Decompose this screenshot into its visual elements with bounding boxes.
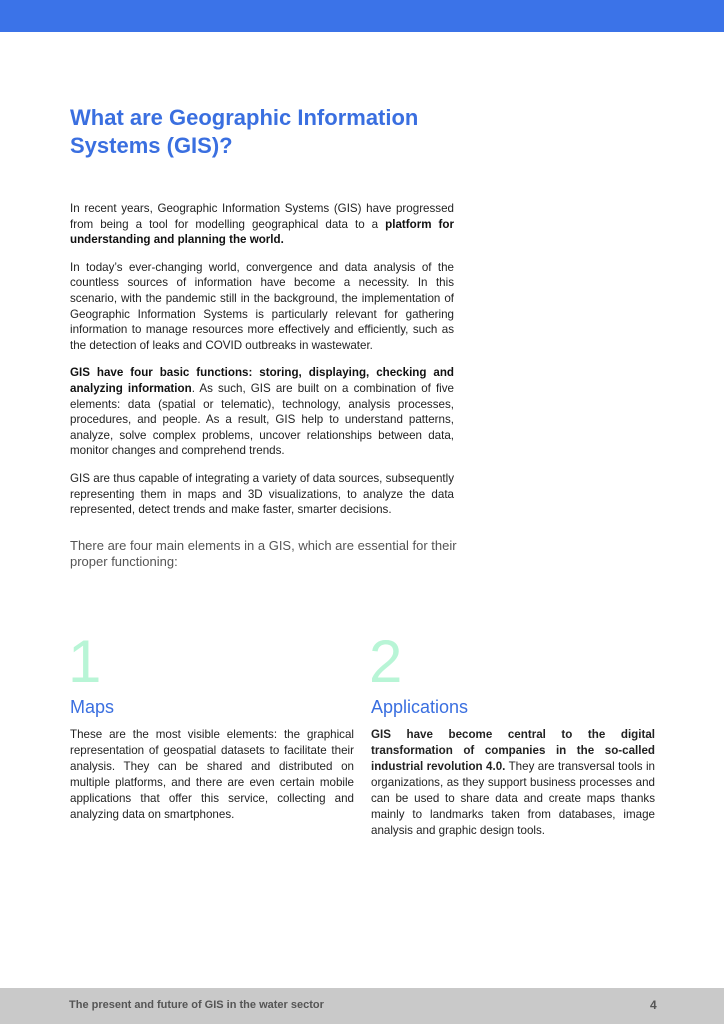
footer [0,988,724,1024]
element-text-applications [371,727,655,839]
text: These are the most visible elements: the graphical representation of geospatial datasets to facilitate their analysis. They can be shared and distributed on multiple platforms, and there are even certain mobile applications that offer this service, collecting and analyzing data on smartphones. [70,727,354,821]
bold-text: GIS have become central to the digital transformation of companies in the so-called industrial revolution 4.0. [371,727,655,773]
elements-list [68,627,656,839]
paragraph-2 [70,260,454,354]
paragraph-1 [70,201,454,248]
text: In today’s ever-changing world, convergence and data analysis of the countless sources of information have become a necessity. In this scenario, with the pandemic still in the background, the implementation of Geographic Information Systems is particularly relevant for gathering information to manage resources more effectively and efficiently, such as the detection of leaks and COVID outbreaks in wastewater. [70,260,454,352]
element-title-maps: Maps [70,696,115,717]
text: They are transversal tools in organizations, as they support business processes and can be used to share data and create maps thanks mainly to landmarks taken from databases, image analysis and graphic design tools. [371,759,655,837]
element-number-2: 2 [369,627,403,695]
bold-text: platform for understanding and planning the world. [70,217,454,247]
page-title: What are Geographic Information Systems (GIS)? [70,105,419,158]
text: . As such, GIS are built on a combination of five elements: data (spatial or telematic), technology, analysis processes, procedures, and people. As a result, GIS help to understand patterns, analyze, solve complex problems, uncover relationships between data, monitor changes and comprehend trends. [70,381,454,458]
element-text-maps [70,727,354,823]
paragraph-3 [70,365,454,459]
footer-text: The present and future of GIS in the water sector [69,999,324,1011]
paragraph-4 [70,471,454,518]
element-applications [369,627,655,839]
text: In recent years, Geographic Information Systems (GIS) have progressed from being a tool for modelling geographical data to a [70,202,454,231]
element-maps [68,627,354,839]
element-number-1: 1 [68,627,102,695]
element-title-applications: Applications [371,696,469,717]
bold-text: GIS have four basic functions: storing, displaying, checking and analyzing information [70,366,454,395]
header-bar [0,0,724,32]
main-content [70,104,656,839]
page-number: 4 [650,998,657,1012]
lead-text: There are four main elements in a GIS, which are essential for their proper functioning: [70,537,457,570]
text: GIS are thus capable of integrating a variety of data sources, subsequently representing them in maps and 3D visualizations, to analyze the data represented, detect trends and make faster, smarter decisions. [70,471,454,517]
